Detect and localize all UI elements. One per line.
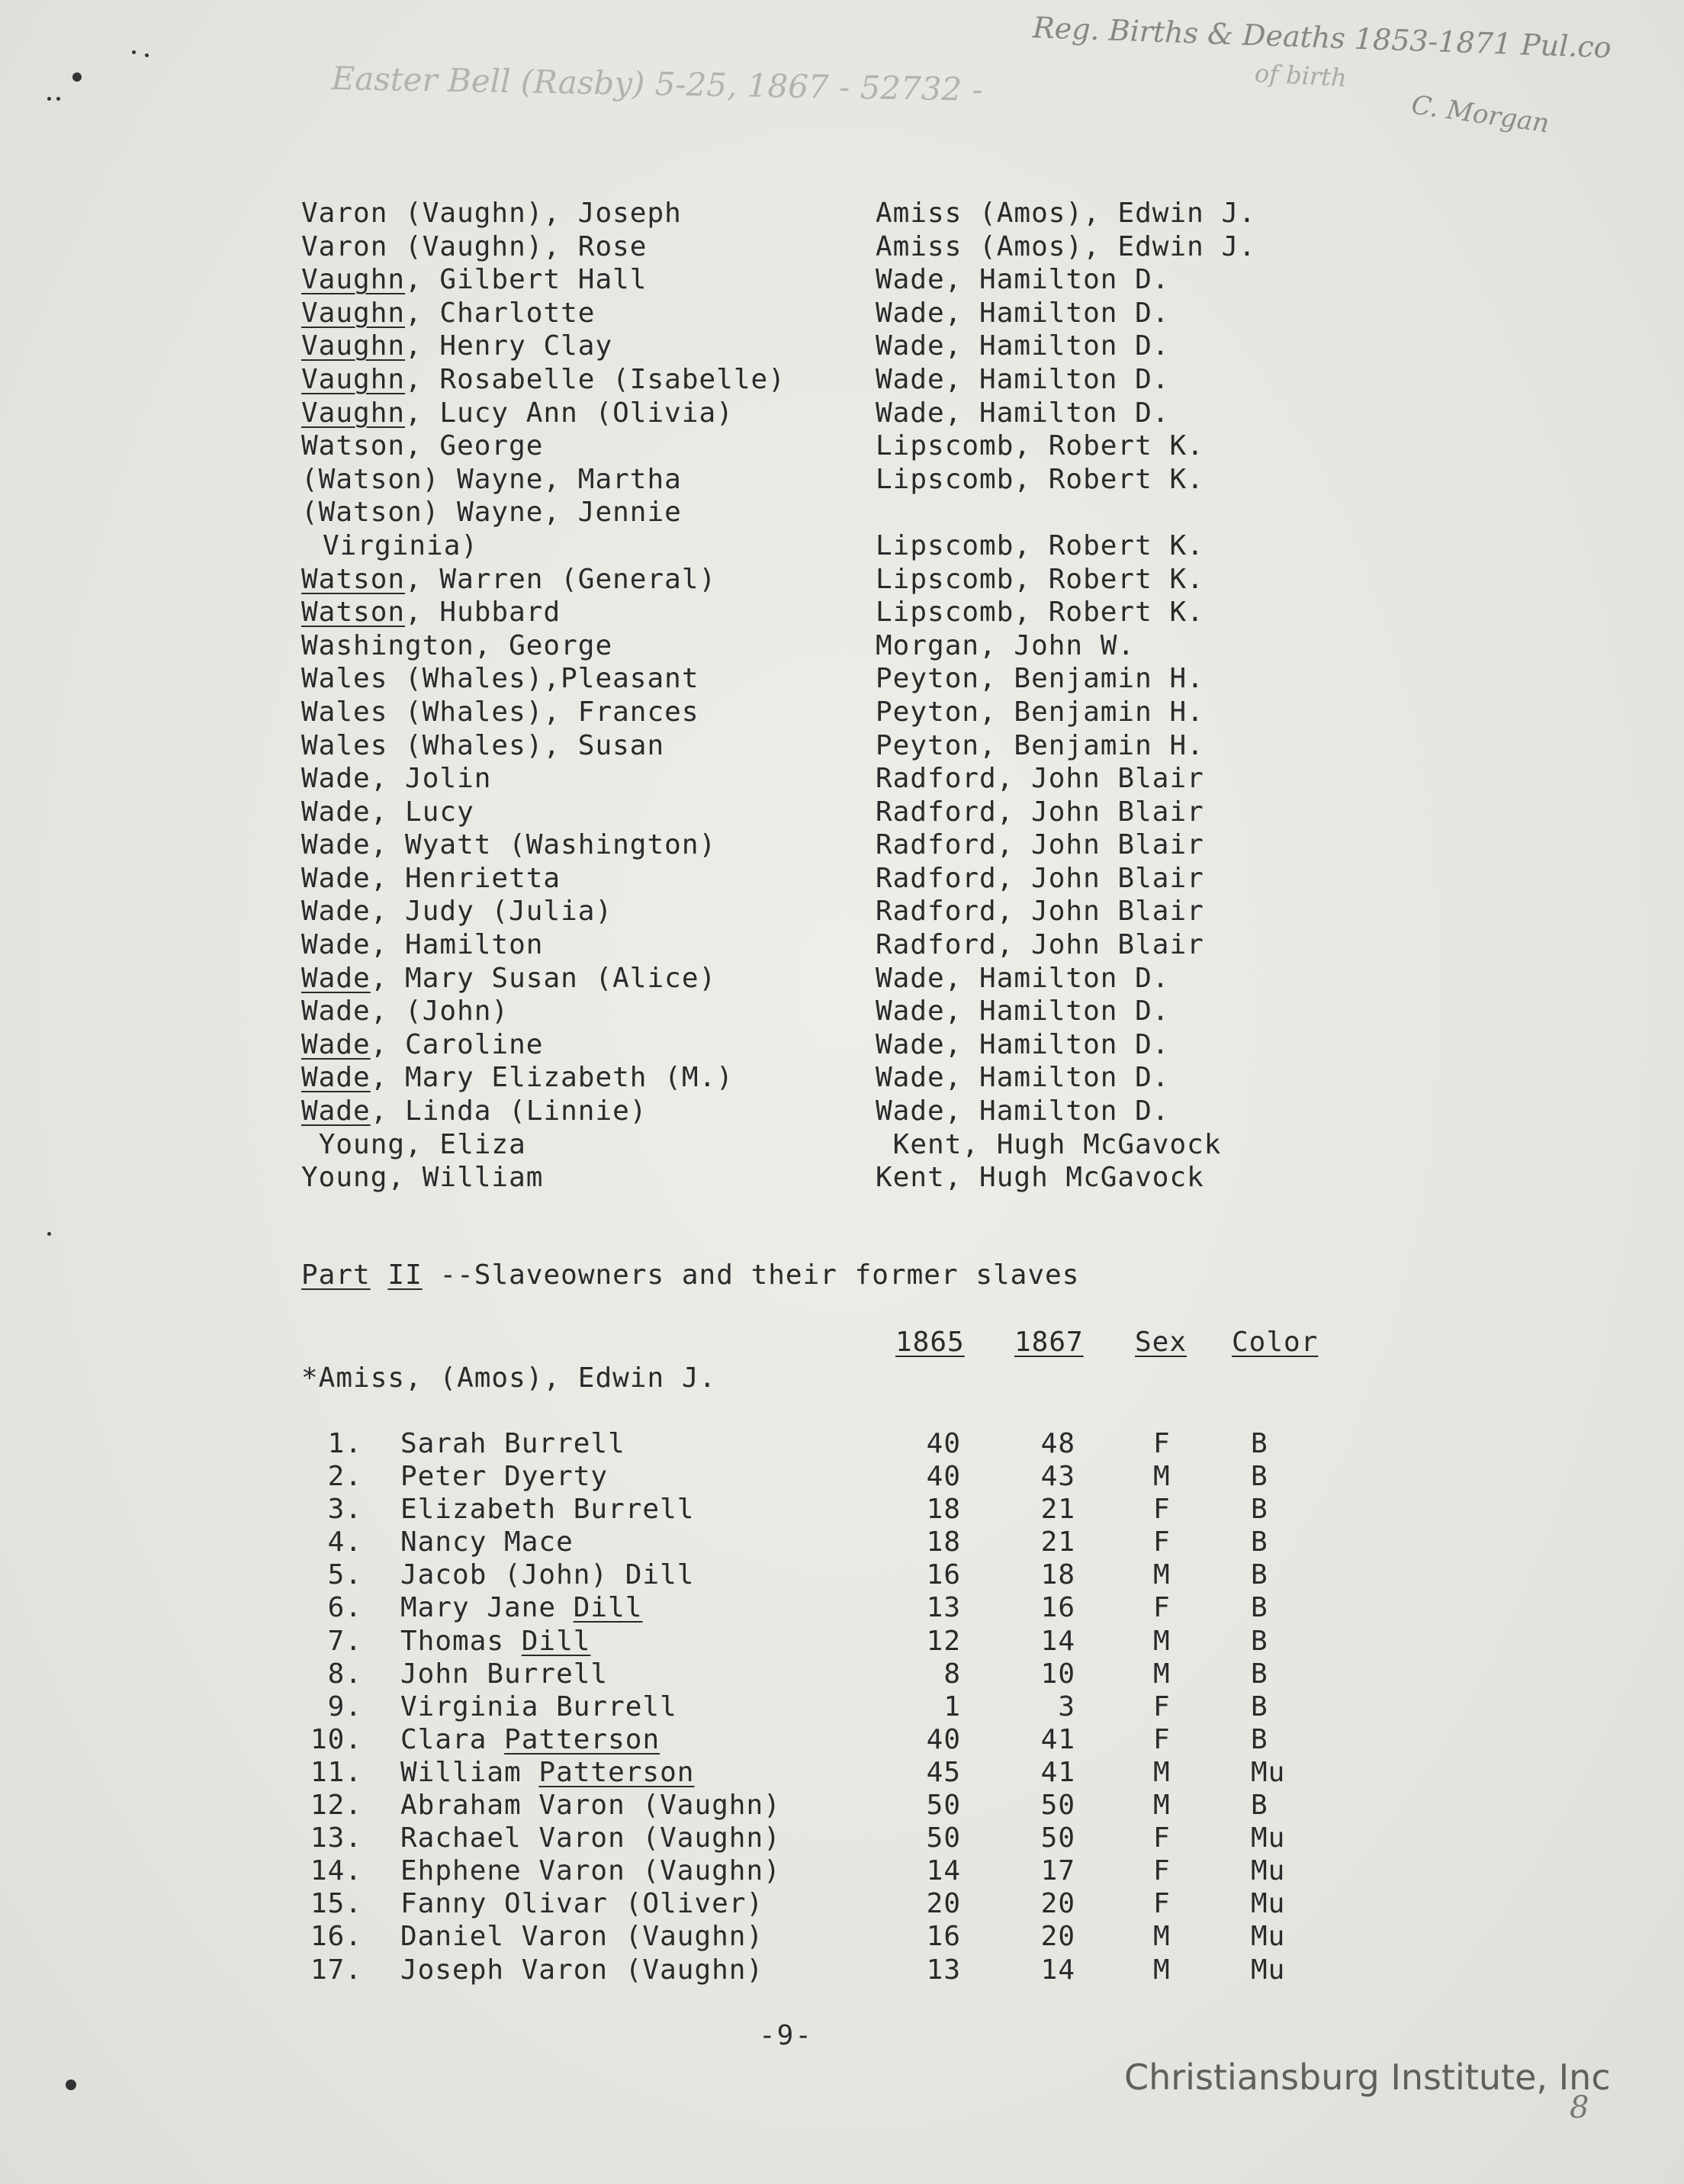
index-owner-name: Lipscomb, Robert K. (876, 430, 1204, 462)
index-slave-name (301, 1128, 866, 1162)
margin-dot (56, 97, 60, 101)
row-number: 3. (327, 1494, 362, 1526)
index-owner-name: Wade, Hamilton D. (876, 962, 1170, 994)
index-owner-name: Peyton, Benjamin H. (876, 729, 1204, 761)
slave-surname-underlined: Dill (521, 1625, 591, 1657)
index-owner-name: Amiss (Amos), Edwin J. (876, 198, 1256, 229)
color-value: Mu (1251, 1855, 1286, 1887)
slave-name (400, 1887, 763, 1920)
slave-name-text: Mary Jane (400, 1592, 574, 1624)
column-header-1867: 1867 (1014, 1327, 1084, 1358)
index-owner-name: Morgan, John W. (876, 629, 1136, 661)
color-value: B (1251, 1690, 1268, 1722)
color-value: B (1251, 1790, 1268, 1822)
index-slave-name (301, 729, 866, 763)
slave-name (400, 1690, 677, 1723)
slave-surname-underlined: Dill (573, 1592, 643, 1624)
column-header-color: Color (1232, 1327, 1319, 1358)
index-owner-name: Kent, Hugh McGavock (876, 1162, 1204, 1194)
age-1867: 41 (1040, 1756, 1075, 1788)
table-row (301, 1526, 1369, 1558)
sex-value: F (1153, 1428, 1171, 1459)
index-owner-name: Radford, John Blair (876, 929, 1204, 961)
margin-dot (72, 72, 82, 82)
handwritten-fragment-note: of birth (1254, 58, 1348, 93)
index-slave-surname-underlined: Vaughn (301, 264, 406, 296)
age-1867: 41 (1040, 1723, 1075, 1755)
slave-name-text: William (400, 1756, 539, 1788)
index-slave-name (301, 796, 866, 829)
table-row (301, 1887, 1369, 1920)
index-owner-spacer (876, 496, 1486, 529)
slave-name (400, 1756, 694, 1789)
index-slave-name-text: Young, Eliza (318, 1128, 526, 1160)
color-value: Mu (1251, 1756, 1286, 1788)
age-1867: 21 (1040, 1494, 1075, 1526)
table-row (301, 1625, 1369, 1658)
index-slave-name (301, 363, 866, 397)
page-number: -9- (759, 2020, 814, 2051)
table-row (301, 1954, 1369, 1986)
sex-value: F (1153, 1494, 1171, 1526)
index-owner-name: Wade, Hamilton D. (876, 996, 1170, 1028)
index-slave-name-text: Wade, (John) (301, 996, 509, 1028)
color-value: Mu (1251, 1921, 1286, 1953)
sex-value: M (1153, 1559, 1171, 1591)
age-1865: 12 (926, 1625, 961, 1657)
slave-name (400, 1723, 660, 1756)
age-1867: 48 (1040, 1428, 1075, 1459)
slave-name (400, 1658, 608, 1690)
color-value: B (1251, 1723, 1268, 1755)
sex-value: M (1153, 1756, 1171, 1788)
table-row (301, 1822, 1369, 1854)
index-slave-name (301, 463, 866, 497)
table-row (301, 1854, 1369, 1887)
age-1865: 16 (926, 1559, 961, 1591)
index-owner-name: Lipscomb, Robert K. (876, 597, 1204, 629)
index-slave-name-text: Young, William (301, 1162, 544, 1194)
sex-value: F (1153, 1592, 1171, 1624)
age-1867: 18 (1040, 1559, 1075, 1591)
index-slave-name-text: , Mary Elizabeth (M.) (370, 1062, 734, 1094)
index-slave-name (301, 397, 866, 430)
color-value: Mu (1251, 1888, 1286, 1920)
index-slave-name-text: Wales (Whales), Susan (301, 729, 665, 761)
former-slaves-table (301, 1427, 1369, 1986)
index-slave-name (301, 330, 866, 363)
index-slave-surname-underlined: Watson (301, 563, 406, 595)
slave-name-text: Sarah Burrell (400, 1428, 625, 1459)
slave-name-column (301, 197, 866, 1195)
index-slave-name-text: Varon (Vaughn), Joseph (301, 198, 682, 229)
slave-name-text: Elizabeth Burrell (400, 1494, 695, 1526)
index-slave-name (301, 862, 866, 896)
index-slave-name-text: , Mary Susan (Alice) (370, 962, 717, 994)
index-slave-name-text: (Watson) Wayne, Jennie (301, 497, 682, 529)
slave-name-text: Clara (400, 1723, 505, 1755)
index-slave-name-text: Wade, Wyatt (Washington) (301, 829, 717, 861)
color-value: B (1251, 1461, 1268, 1493)
index-slave-name-text: , Gilbert Hall (405, 264, 648, 296)
age-1865: 13 (926, 1592, 961, 1624)
index-slave-name (301, 596, 866, 629)
index-owner-name: Peyton, Benjamin H. (876, 696, 1204, 728)
row-number: 14. (310, 1855, 362, 1887)
slave-name (400, 1854, 781, 1887)
index-owner-name: Wade, Hamilton D. (876, 1095, 1170, 1127)
slave-name (400, 1558, 694, 1591)
slave-name (400, 1625, 590, 1658)
color-value: B (1251, 1592, 1268, 1624)
slave-name (400, 1493, 694, 1526)
age-1867: 16 (1040, 1592, 1075, 1624)
handwritten-county-note: C. Morgan (1409, 89, 1551, 140)
index-slave-name (301, 230, 866, 264)
row-number: 9. (327, 1690, 362, 1722)
row-number: 6. (327, 1592, 362, 1624)
index-slave-name-text: Wales (Whales),Pleasant (301, 663, 699, 695)
sex-value: F (1153, 1888, 1171, 1920)
index-slave-name-text: , Hubbard (405, 597, 561, 629)
color-value: B (1251, 1526, 1268, 1558)
slave-name (400, 1822, 781, 1854)
part-two-title-text: --Slaveowners and their former slaves (439, 1259, 1080, 1291)
index-slave-surname-underlined: Wade (301, 1028, 371, 1060)
index-slave-surname-underlined: Watson (301, 597, 406, 629)
table-row (301, 1658, 1369, 1690)
age-1865: 1 (943, 1690, 961, 1722)
faint-handwritten-note: Easter Bell (Rasby) 5-25, 1867 - 52732 - (331, 60, 984, 108)
column-header-1865: 1865 (895, 1327, 965, 1358)
index-owner-name: Wade, Hamilton D. (876, 330, 1170, 362)
table-row (301, 1723, 1369, 1756)
color-value: B (1251, 1559, 1268, 1591)
column-header-sex: Sex (1135, 1327, 1187, 1358)
age-1867: 14 (1040, 1625, 1075, 1657)
slave-name (400, 1427, 625, 1460)
index-slave-name (301, 563, 866, 597)
index-slave-name (301, 197, 866, 230)
table-row (301, 1789, 1369, 1822)
index-slave-name-lead (301, 1129, 319, 1160)
index-slave-name-continuation: Virginia) (323, 529, 479, 561)
index-slave-name (301, 263, 866, 297)
index-slave-name-text: Watson, George (301, 430, 544, 462)
age-1867: 20 (1040, 1921, 1075, 1953)
margin-dot (66, 2079, 76, 2090)
index-slave-name-text: , Warren (General) (405, 563, 717, 595)
index-slave-name (301, 696, 866, 729)
index-slave-name-text: , Lucy Ann (Olivia) (405, 397, 734, 429)
index-slave-name (301, 429, 866, 463)
slave-name-text: Daniel Varon (Vaughn) (400, 1921, 764, 1953)
index-slave-name-text: , Charlotte (405, 297, 596, 329)
age-1865: 20 (926, 1888, 961, 1920)
slave-name-text: John Burrell (400, 1658, 609, 1690)
slave-name-text: Virginia Burrell (400, 1690, 677, 1722)
age-1865: 45 (926, 1756, 961, 1788)
index-slave-name-text: (Watson) Wayne, Martha (301, 463, 682, 495)
index-owner-name: Lipscomb, Robert K. (876, 529, 1204, 561)
age-1865: 14 (926, 1855, 961, 1887)
index-owner-name: Amiss (Amos), Edwin J. (876, 230, 1256, 262)
index-slave-name-text: Wade, Lucy (301, 796, 474, 828)
sex-value: M (1153, 1790, 1171, 1822)
margin-dot (47, 1232, 51, 1236)
slave-name (400, 1789, 781, 1822)
table-row (301, 1591, 1369, 1624)
index-slave-name (301, 496, 866, 529)
slave-name-text: Abraham Varon (Vaughn) (400, 1790, 781, 1822)
index-slave-name (301, 1061, 866, 1095)
index-slave-name (301, 895, 866, 928)
age-1865: 40 (926, 1461, 961, 1493)
color-value: Mu (1251, 1822, 1286, 1854)
index-owner-name: Peyton, Benjamin H. (876, 663, 1204, 695)
margin-dot (145, 53, 149, 57)
age-1865: 18 (926, 1526, 961, 1558)
index-slave-name (301, 962, 866, 996)
owner-name-column (876, 197, 1486, 1195)
slave-name-text: Jacob (John) Dill (400, 1559, 695, 1591)
index-owner-name: Radford, John Blair (876, 796, 1204, 828)
row-number: 16. (310, 1921, 362, 1953)
sex-value: F (1153, 1723, 1171, 1755)
table-row (301, 1493, 1369, 1526)
index-slave-name (301, 1161, 866, 1195)
table-row (301, 1460, 1369, 1493)
age-1865: 8 (943, 1658, 961, 1690)
age-1867: 10 (1040, 1658, 1075, 1690)
table-row (301, 1690, 1369, 1723)
index-slave-surname-underlined: Vaughn (301, 363, 406, 395)
sex-value: F (1153, 1690, 1171, 1722)
part-two-title (301, 1259, 1079, 1292)
color-value: B (1251, 1494, 1268, 1526)
index-slave-name-text: Varon (Vaughn), Rose (301, 230, 648, 262)
age-1865: 16 (926, 1921, 961, 1953)
index-owner-name: Kent, Hugh McGavock (876, 1128, 1222, 1160)
slave-name (400, 1526, 574, 1558)
index-owner-name: Radford, John Blair (876, 829, 1204, 861)
row-number: 15. (310, 1888, 362, 1920)
index-slave-name (301, 762, 866, 796)
table-row (301, 1558, 1369, 1591)
index-owner-name: Radford, John Blair (876, 862, 1204, 894)
age-1865: 18 (926, 1494, 961, 1526)
slave-name-text: Fanny Olivar (Oliver) (400, 1888, 764, 1920)
age-1867: 14 (1040, 1954, 1075, 1986)
index-slave-name (301, 297, 866, 330)
index-slave-name-text: Wade, Jolin (301, 763, 492, 795)
index-slave-surname-underlined: Vaughn (301, 397, 406, 429)
sex-value: M (1153, 1921, 1171, 1953)
row-number: 11. (310, 1756, 362, 1788)
index-slave-name-text: , Linda (Linnie) (370, 1095, 648, 1127)
color-value: Mu (1251, 1954, 1286, 1986)
sex-value: F (1153, 1855, 1171, 1887)
slave-surname-underlined: Patterson (504, 1723, 660, 1755)
index-slave-name (301, 1095, 866, 1128)
age-1865: 50 (926, 1822, 961, 1854)
index-slave-name (301, 1028, 866, 1062)
age-1865: 40 (926, 1428, 961, 1459)
slave-name (400, 1920, 763, 1953)
index-owner-name: Wade, Hamilton D. (876, 363, 1170, 395)
margin-dot (132, 50, 136, 54)
index-slave-surname-underlined: Vaughn (301, 297, 406, 329)
slave-name (400, 1591, 642, 1624)
row-number: 1. (327, 1428, 362, 1459)
slave-name-text: Thomas (400, 1625, 522, 1657)
row-number: 2. (327, 1461, 362, 1493)
pencil-page-number: 8 (1570, 2090, 1589, 2125)
age-1867: 50 (1040, 1822, 1075, 1854)
table-row (301, 1427, 1369, 1460)
part-two-title-numeral: II (387, 1259, 423, 1291)
sex-value: M (1153, 1954, 1171, 1986)
slave-name-text: Rachael Varon (Vaughn) (400, 1822, 781, 1854)
handwritten-header-note: Reg. Births & Deaths 1853-1871 Pul.co (1032, 11, 1612, 65)
index-owner-name: Radford, John Blair (876, 896, 1204, 928)
age-1867: 43 (1040, 1461, 1075, 1493)
index-slave-name (301, 828, 866, 862)
index-slave-name (301, 995, 866, 1028)
slave-name-text: Peter Dyerty (400, 1461, 609, 1493)
color-value: B (1251, 1658, 1268, 1690)
sex-value: F (1153, 1526, 1171, 1558)
index-slave-name-text: Wales (Whales), Frances (301, 696, 699, 728)
index-owner-name: Wade, Hamilton D. (876, 1062, 1170, 1094)
index-slave-name-text: , Caroline (370, 1028, 544, 1060)
table-row (301, 1756, 1369, 1789)
archive-watermark: Christiansburg Institute, Inc (1124, 2057, 1611, 2098)
index-owner-name: Lipscomb, Robert K. (876, 563, 1204, 595)
index-owner-name: Wade, Hamilton D. (876, 297, 1170, 329)
row-number: 13. (310, 1822, 362, 1854)
age-1865: 13 (926, 1954, 961, 1986)
age-1867: 20 (1040, 1888, 1075, 1920)
index-slave-surname-underlined: Wade (301, 962, 371, 994)
sex-value: M (1153, 1461, 1171, 1493)
index-slave-name-text: Wade, Hamilton (301, 929, 544, 961)
row-number: 8. (327, 1658, 362, 1690)
index-owner-name: Wade, Hamilton D. (876, 264, 1170, 296)
index-slave-name (301, 629, 866, 663)
slave-name (400, 1460, 608, 1493)
margin-dot (47, 97, 51, 101)
index-slave-name-text: , Rosabelle (Isabelle) (405, 363, 786, 395)
row-number: 12. (310, 1790, 362, 1822)
row-number: 17. (310, 1954, 362, 1986)
color-value: B (1251, 1428, 1268, 1459)
table-row (301, 1920, 1369, 1953)
index-owner-name: Wade, Hamilton D. (876, 1028, 1170, 1060)
row-number: 5. (327, 1559, 362, 1591)
index-owner-name: Radford, John Blair (876, 763, 1204, 795)
slaveowner-name: *Amiss, (Amos), Edwin J. (301, 1362, 717, 1394)
index-slave-name-text: , Henry Clay (405, 330, 613, 362)
index-slave-surname-underlined: Vaughn (301, 330, 406, 362)
index-slave-name-text: Wade, Henrietta (301, 862, 561, 894)
slave-name-text: Nancy Mace (400, 1526, 574, 1558)
slave-name (400, 1954, 763, 1986)
sex-value: F (1153, 1822, 1171, 1854)
age-1867: 17 (1040, 1855, 1075, 1887)
age-1867: 50 (1040, 1790, 1075, 1822)
index-slave-surname-underlined: Wade (301, 1062, 371, 1094)
part-two-title-word: Part (301, 1259, 371, 1291)
slave-name-text: Joseph Varon (Vaughn) (400, 1954, 764, 1986)
sex-value: M (1153, 1658, 1171, 1690)
index-owner-name: Wade, Hamilton D. (876, 397, 1170, 429)
index-slave-name (301, 928, 866, 962)
row-number: 7. (327, 1625, 362, 1657)
age-1865: 50 (926, 1790, 961, 1822)
index-slave-surname-underlined: Wade (301, 1095, 371, 1127)
row-number: 10. (310, 1723, 362, 1755)
sex-value: M (1153, 1625, 1171, 1657)
index-slave-name (301, 662, 866, 696)
slave-name-text: Ehphene Varon (Vaughn) (400, 1855, 781, 1887)
index-slave-name-text: Washington, George (301, 629, 613, 661)
slave-surname-underlined: Patterson (538, 1756, 695, 1788)
index-owner-name: Lipscomb, Robert K. (876, 463, 1204, 495)
row-number: 4. (327, 1526, 362, 1558)
index-slave-name-text: Wade, Judy (Julia) (301, 896, 613, 928)
color-value: B (1251, 1625, 1268, 1657)
age-1867: 21 (1040, 1526, 1075, 1558)
age-1867: 3 (1058, 1690, 1075, 1722)
age-1865: 40 (926, 1723, 961, 1755)
